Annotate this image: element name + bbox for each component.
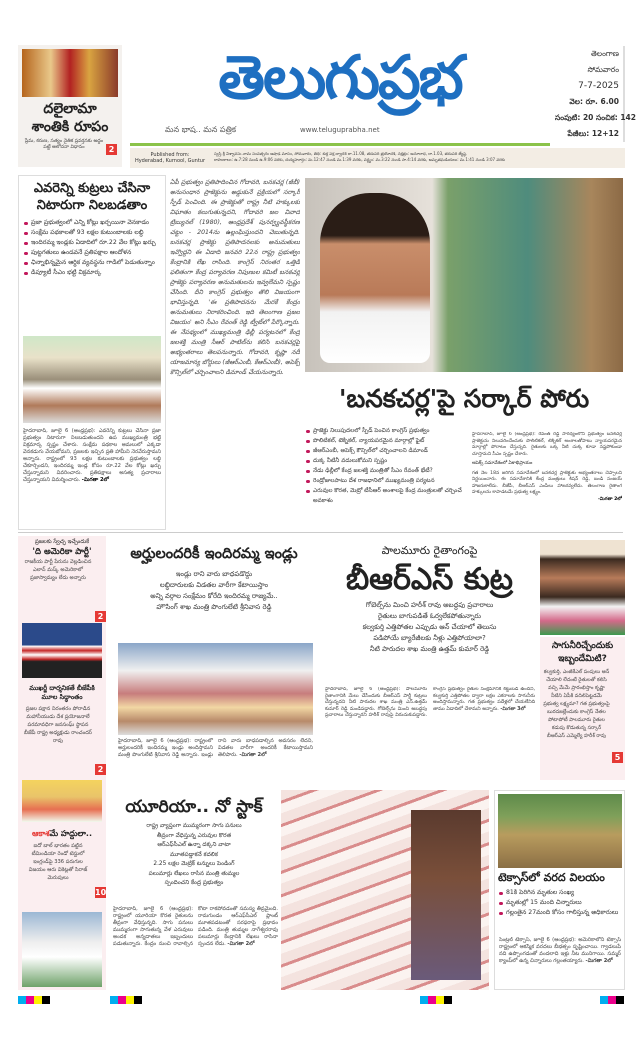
texas-body: సెంట్రల్ టెక్సాస్, జూలై 6 (ఆంధ్రప్రభ): అమెరికాలోని టెక్సాస్ రాష్ట్రంలో ఆకస్మిక వరదలు బీభత్సం సృష్టించాయి. గ్వాడలుపే నది ఉప్పొంగడంతో వందలాది ఇళ్లు నీట మునిగాయి. సమ్మర్ క్యాంప్‌లో ఉన్న చిన్నారులు గల్లంతయ్యారు. -మిగతా 2లో — [499, 937, 621, 964]
housing-event-photo — [118, 643, 313, 735]
bullet: రెండ్రోజులపాటు దేశ రాజధానిలో ముఖ్యమంత్రి పర్యటన — [305, 476, 470, 486]
bullet: నేడు ఢిల్లీలో కేంద్ర జలశక్తి మంత్రితో సీఎం రేవంత్ భేటీ? — [305, 466, 470, 476]
sub: ప్రజల పక్షాన నిరంతరం పోరాడిన మహానీయుడు దేశ ప్రయోజనాలే పరమావధిగా జనసంఘ్ స్థాపన బీజేపీ రాష్ట్ర అధ్యక్షుడు రాంచందర్ రావు — [24, 706, 92, 744]
price: వెల: రూ. 6.00 — [569, 97, 619, 106]
story-urea[interactable] — [110, 792, 278, 889]
headline: బీఆర్ఎస్ కుట్ర — [346, 562, 513, 597]
bullet: గల్లంతైన 27మంది కోసం గాలిస్తున్న అధికారులు — [498, 908, 622, 918]
teaser-bjp[interactable] — [18, 684, 106, 745]
story-palamuru[interactable] — [322, 542, 537, 655]
bullet: దుక్క నీటినీ వదులుకోమని స్పష్టం — [305, 456, 470, 466]
sub: రాజకీయ పార్టీ పేరును వెల్లడించిన ఎలాన్ మస్క్ అమెరికాలో ప్రజాస్వామ్యం లేదు అన్నారు — [24, 559, 92, 581]
tagline: మన భాష.. మన పత్రిక — [165, 125, 237, 134]
headline: యూరియా.. నో స్టాక్ — [125, 797, 263, 817]
musk-photo — [22, 623, 102, 678]
page-badge: 5 — [612, 752, 623, 763]
continued-link[interactable]: -మిగతా 2లో — [598, 496, 622, 502]
bullet: జీఆర్ఎంబీ, అపెక్స్ కౌన్సిల్‌లో చర్చించాలని డిమాండ్ — [305, 446, 470, 456]
subheads: ఇండ్లు రాని వారు బాధపడొద్దు లబ్ధిదారులకు విడతల వారీగా కేటాయిస్తాం అన్ని వర్గాల సంక్షేమం కోరేది ఇందిరమ్మ రాజ్యమే.. హౌసింగ్ శాఖ మంత్రి పొంగులేటి శ్రీనివాస రెడ్డి — [150, 570, 278, 611]
headline: టెక్సాస్‌లో వరద విలయం — [498, 871, 605, 884]
day: సోమవారం — [587, 65, 619, 74]
info-strip — [130, 148, 625, 168]
bullet: మృతుల్లో 15 మంది చిన్నారులు — [498, 898, 622, 908]
bhatti-event-photo — [23, 336, 161, 423]
kicker: పాలమూరు రైతాంగంపై — [381, 544, 478, 557]
green-rule — [130, 143, 550, 146]
headline: ముఖర్జీ దార్శనికతే బీజేపీకి మూల సిద్ధాంతం — [29, 684, 95, 701]
harish-rao-photo — [540, 540, 625, 635]
urea-sacks-photo — [281, 790, 489, 990]
bullet: ఛిన్నాభిన్నమైన ఆర్థిక వ్యవస్థను గాడిలో పెడుతున్నాం — [23, 258, 161, 268]
panchangam-times: రాహుకాలం: ఉ.7:28 నుండి ఉ.9:06 వరకు, దుర్ముహూర్తం: మ.12:47 నుండి మ.1:39 వరకు, వర్జ్యం: మ.3:22 నుండి సా.4:14 వరకు, అమృతఘడియలు: మ.1:41 నుండి 3:07 వరకు — [214, 157, 506, 162]
lead-bullets — [305, 426, 470, 506]
kicker: ప్రజలకు స్వేచ్ఛ ఇచ్చేందుకే — [35, 539, 89, 545]
story-banakacherla-body: ఏపీ ప్రభుత్వం ప్రతిపాదించిన గోదావరి, బనకచర్ల (జీబీ) అనుసంధాన ప్రాజెక్టును అడ్డుకునే ప్రక్రియలో సర్కార్ స్పీడ్ పెంచింది. ఈ ప్రాజెక్టుతో రాష్ట్ర నీటి హక్కులకు విఘాతం కలుగుతున్నదని, గోదావరి జల వివాద ట్రిబ్యునల్ (1980), ఆంధ్రప్రదేశ్ పునర్వ్యవస్థీకరణ చట్టం - 2014ను ఉల్లంఘిస్తుందని చెబుతున్నది. బనకచర్ల ప్రాజెక్టు ప్రతిపాదనలకు అనుమతులు ఇవ్వొద్దని ఈ ఏడాది జనవరి 22న రాష్ట్ర ప్రభుత్వం కేంద్రానికి లేఖ రాసింది. కాంగ్రెస్ నిరంతర ఒత్తిడి ఫలితంగా కేంద్ర పర్యావరణ నిపుణుల కమిటీ బనకచర్ల ప్రాజెక్టు పర్యావరణ అనుమతులను ఇవ్వలేమని స్పష్టం చేసింది. దీని కాంగ్రెస్ ప్రభుత్వం తొలి విజయంగా భావిస్తున్నది. 'ఈ ప్రతిపాదనను మేరకే కేంద్రం అనుమతులు నిరాకరించింది. ఇది తెలంగాణ ప్రజల విజయం' అని సీఎం రేవంత్ రెడ్డి ట్వీట్‌లో పేర్కొన్నారు. ఈ నేపథ్యంలో ముఖ్యమంత్రి ఢిల్లీ పర్యటనలో కేంద్ర జలశక్తి మంత్రి సీఆర్ పాటిల్‌ను కలిసి బనకచర్లపై అభ్యంతరాలు తెలపనున్నారు. గోదావరి, కృష్ణా నదీ యాజమాన్య బోర్డులు (జీఆర్ఎంబీ, కేఆర్ఎంబీ), అపెక్స్ కౌన్సిల్‌లో చర్చించాలని డిమాండ్ చేయనున్నారు. — [170, 179, 300, 376]
dalai-lama-photo — [22, 49, 118, 97]
published-cities: Hyderabad, Kurnool, Guntur — [134, 158, 206, 164]
story-deputy-cm[interactable] — [18, 175, 166, 530]
page-badge: 10 — [95, 888, 107, 897]
headline: సాగునీరిచ్చేందుకు ఇబ్బందేమిటి? — [551, 641, 614, 664]
story-housing[interactable] — [110, 542, 318, 613]
state: తెలంగాణ — [590, 49, 619, 58]
bullet: ప్రజా ప్రభుత్వంలో ఎన్ని కోట్లు ఖర్చయినా వెనకాడం — [23, 218, 161, 228]
headline: ఆకాశమే హద్దులా.. — [31, 829, 93, 838]
texas-flood-photo — [498, 794, 622, 868]
divider — [18, 532, 623, 533]
website-link[interactable]: www.teluguprabha.net — [300, 126, 380, 134]
pages: పేజీలు: 12+12 — [567, 129, 619, 138]
bullet: 81కి పెరిగిన మృతుల సంఖ్య — [498, 888, 622, 898]
published-label: Published from: — [150, 152, 190, 158]
teaser-sub: ప్రేమ, కరుణ, సత్యం నైతిక ప్రవర్తనకు అద్దం పట్టే ఆలోచనా విధానం — [24, 139, 104, 150]
teaser-cricket[interactable] — [18, 828, 106, 882]
lead-subhead: అపెక్స్ సమావేశంలో ఏకాభిప్రాయం — [472, 461, 533, 466]
story-bullets — [23, 218, 161, 278]
date: 7-7-2025 — [578, 81, 619, 91]
story-texas[interactable] — [494, 790, 625, 990]
page-badge: 2 — [95, 611, 106, 622]
subheads: రాష్ట్ర వ్యాప్తంగా ముమ్మరంగా సాగు పనులు తీవ్రంగా వేధిస్తున్న ఎరువుల కొరత ఆర్ఎఫ్‌సీఎల్ ఉన్నా దక్కని వాటా మూతపడ్డాకనే కదలిక 2.25 లక్షల మెట్రిక్ టన్నులు పెండింగ్ పలుమార్లు లేఖలు రాసిన మంత్రి తుమ్మల స్పందించని కేంద్ర ప్రభుత్వం — [146, 823, 242, 886]
masthead-logo: తెలుగుప్రభ — [218, 43, 462, 113]
cricket-photo — [22, 912, 102, 987]
palamuru-body: హైదరాబాద్, జూలై 6 (ఆంధ్రప్రభ): పాలమూరు రైతాంగానికి మేలు చేసేందుకు బీఆర్ఎస్ పార్టీ కుట్రలు చేస్తున్నదని నీటి పారుదల శాఖ మంత్రి ఎన్.ఉత్తమ్ కుమార్ రెడ్డి మండిపడ్డారు. గోబెల్స్‌ను మించి అబద్ధపు ప్రచారాలు చేస్తున్నారని హరీశ్ రావుపై విరుచుకుపడ్డారు. కాంగ్రెస్ ప్రభుత్వం రైతుల సంక్షేమానికి కట్టుబడి ఉందని, కల్వకుర్తి ఎత్తిపోతల ద్వారా లక్షల ఎకరాలకు సాగునీరు అందిస్తామన్నారు. గత ప్రభుత్వం పదేళ్లలో చేయలేనిది తాము ఏడాదిలో చేశామని అన్నారు. -మిగతా 3లో — [325, 687, 535, 719]
bullet: పొలిటికల్, టెక్నికల్, న్యాయపరమైన మార్గాల్లో ఫైట్ — [305, 436, 470, 446]
subheads: గోబెల్స్‌ను మించి హరీశ్ రావు అబద్ధపు ప్రచారాలు రైతులు బాగుపడితే ఓర్వలేకపోతున్నారు కల్వకుర్తి ఎత్తిపోతల ఎప్పుడు ఆన్ చేయాలో తెలుసు పడిపోయే బ్యారేజీలకు నీళ్లు ఎత్తిపోయాలా? నీటి పారుదల శాఖ మంత్రి ఉత్తమ్ కుమార్ రెడ్డి — [362, 601, 497, 653]
bullet: పుట్టగతులు ఉండవనే ప్రతిపక్షాల ఆందోళన — [23, 248, 161, 258]
bullet: ప్రాజెక్టు నిలుపుదలలో స్పీడ్ పెంచిన కాంగ్రెస్ ప్రభుత్వం — [305, 426, 470, 436]
lead-photo-cm-project — [305, 178, 623, 372]
sub: కల్వకుర్తి, ఎంజీకేఎల్ పంపులు ఆన్ చేయాలి లేదంటే రైతులతో కలిసి వచ్చి మేమే ప్రారంభిస్తాం కృష్ణా నీటిని ఏపీకి వదిలిపెట్టడమే ప్రభుత్వ లక్ష్యమా? గత ప్రభుత్వంపై బురదజల్లేందుకు కాంగ్రెస్ నేతల పోటాపోటీ పాలమూరు రైతుల కడుపు కొడుతున్న సర్కార్ బీఆర్ఎస్ ఎమ్మెల్యే హరీశ్ రావు — [543, 669, 610, 739]
bullet: ఇందిరమ్మ ఇండ్లకు ఏడాదిలో రూ.22 వేల కోట్లు ఖర్చు — [23, 238, 161, 248]
sub: ఐదో బాల్ భారతం పట్టిన టీమిండియా రెండో టెస్టులో ఇంగ్లండ్‌పై 336 పరుగుల విజయం ఆరు వికెట్లతో సిరాజ్ మెరుపులు — [28, 843, 88, 881]
lead-body: హైదరాబాద్, జూలై 6 (ఆంధ్రప్రభ): రేవంత్ రెడ్డి సారథ్యంలోని ప్రభుత్వం బనకచర్ల ప్రాజెక్టును నిలువరించేందుకు పొలిటికల్, టెక్నికల్ అంశాలతోపాటు న్యాయపరమైన మార్గాల్లో పోరాటం చేస్తున్నది. రైతులకు ఒక్క నీటి చుక్క కూడా నష్టపోకుండా చూస్తామని సీఎం స్పష్టం చేశారు. అపెక్స్ సమావేశంలో ఏకాభిప్రాయం గత నెల 18న జరిగిన సమావేశంలో బనకచర్ల ప్రాజెక్టుకు అభ్యంతరాలు చెప్పాలని నిర్ణయించారు. ఈ సమావేశానికి కేంద్ర మంత్రులు కిషన్ రెడ్డి, బండి సంజయ్ హాజరుకాలేదు. బీజేపీ, బీఆర్ఎస్ ఎంపీలు హాజరవ్వలేదు. తెలంగాణ రైతాంగ హక్కులను కాపాడటమే ప్రభుత్వ లక్ష్యం. -మిగతా 2లో — [472, 432, 622, 502]
bullet: డిప్యూటీ సీఎం భట్టి విక్రమార్క — [23, 268, 161, 278]
story-body: హైదరాబాద్, జూలై 6 (ఆంధ్రప్రభ): ఎవరెన్ని కుట్రలు చేసినా ప్రజా ప్రభుత్వం నిటారుగా నిలబడుతుందని ఉప ముఖ్యమంత్రి భట్టి విక్రమార్క స్పష్టం చేశారు. సంక్షేమ పథకాల అమలులో ఎక్కడా వెనకడుగు వేయబోమని, ప్రజలకు ఇచ్చిన ప్రతి హామీని నెరవేరుస్తామని అన్నారు. రాష్ట్రంలో 93 లక్షల కుటుంబాలకు ప్రభుత్వం లబ్ధి చేకూర్చిందని, ఇందిరమ్మ ఇండ్ల కోసం రూ.22 వేల కోట్లు ఖర్చు చేస్తున్నామని వివరించారు. ప్రతిపక్షాలు అసత్య ప్రచారాలు చేస్తున్నాయని విమర్శించారు. -మిగతా 2లో — [23, 428, 161, 483]
texas-bullets — [498, 888, 622, 918]
teaser-headline: దలైలామా శాంతికి రూపం — [31, 101, 109, 135]
page-badge: 2 — [95, 764, 106, 775]
headline: 'ది అమెరికా పార్టీ' — [32, 547, 92, 557]
story-headline: ఎవరెన్ని కుట్రలు చేసినా నిటారుగా నిలబడతాం — [33, 181, 151, 213]
teaser-dalai-lama[interactable] — [18, 45, 122, 167]
housing-body: హైదరాబాద్, జూలై 6 (ఆంధ్రప్రభ): రాష్ట్రంలో అర్హులందరికీ ఇందిరమ్మ ఇండ్లు అందిస్తామని మంత్రి పొంగులేటి శ్రీనివాస రెడ్డి అన్నారు. ఇండ్లు రాని వారు బాధపడాల్సిన అవసరం లేదని, విడతల వారీగా అందరికీ కేటాయిస్తామని తెలిపారు. -మిగతా 2లో — [118, 738, 313, 758]
bullet: సంక్షేమ పథకాలతో 93 లక్షల కుటుంబాలకు లబ్ధి — [23, 228, 161, 238]
volume: సంపుటి: 20 సంచిక: 142 — [555, 113, 636, 122]
urea-body: హైదరాబాద్, జూలై 6 (ఆంధ్రప్రభ): రాష్ట్రంలో యూరియా కొరత రైతులను తీవ్రంగా వేధిస్తున్నది. సాగు పనులు ముమ్మరంగా సాగుతున్న వేళ ఎరువులు అందక అన్నదాతలు ఇబ్బందులు పడుతున్నారు. కేంద్రం నుంచి రావాల్సిన కోటా రాకపోవడంతో సమస్య తీవ్రమైంది. రామగుండం ఆర్ఎఫ్‌సీఎల్ ప్లాంట్ మూతపడటంతో సరఫరాపై ప్రభావం పడింది. మంత్రి తుమ్మల నాగేశ్వరరావు పలుమార్లు కేంద్రానికి లేఖలు రాసినా స్పందన లేదు. -మిగతా 2లో — [113, 906, 278, 947]
page-badge: 2 — [106, 144, 117, 155]
bullet: ఎరువుల కొరత, మెట్రో టీసీఆర్ అంశాలపై కేంద్ర మంత్రులతో చర్చించే అవకాశం — [305, 486, 470, 506]
teaser-america-party[interactable] — [18, 538, 106, 582]
panchangam: స్వస్తి శ్రీ విశ్వావసు నామ సంవత్సరం ఆషాఢ మాసం, సోమవారం, తిథి: శుక్ల పక్ష ద్వాదశి రా.11.08, తదుపరి త్రయోదశి, నక్షత్రం: అనూరాధ, రా.1.03, తదుపరి జ్యేష్ఠ. — [214, 151, 468, 156]
bjp-event-photo — [22, 780, 102, 822]
lead-headline: 'బనకచర్ల'పై సర్కార్ పోరు — [338, 384, 590, 413]
headline: అర్హులందరికీ ఇందిరమ్మ ఇండ్లు — [130, 546, 298, 562]
edition-info — [555, 46, 636, 142]
